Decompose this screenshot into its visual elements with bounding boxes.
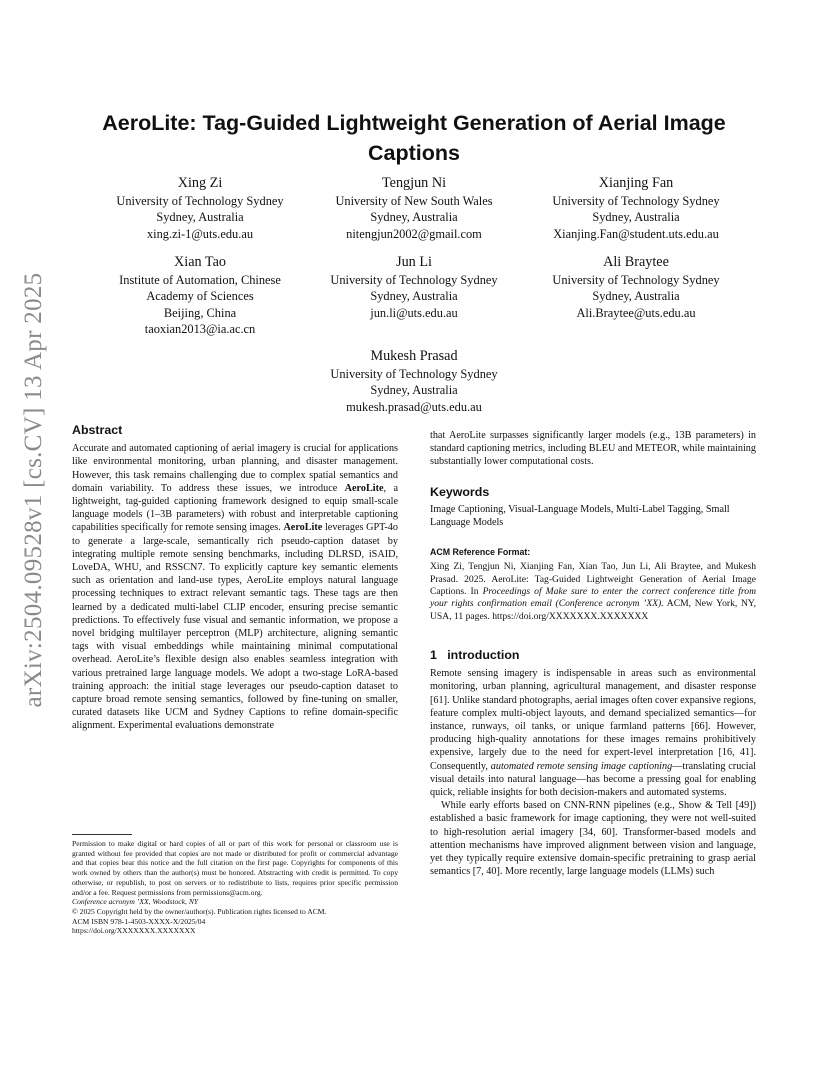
right-column	[430, 429, 756, 878]
author-block	[314, 174, 514, 242]
conference-line	[72, 897, 398, 907]
permission-text: Permission to make digital or hard copies of all or part of this work for personal or classroom use is granted without fee provided that copies are not made or distributed for profit or commercial advantage and that copies bear this notice and the full citation on the first page. Copyrights for components of this work owned by others than the author(s) must be honored. Abstracting with credit is permitted. To copy otherwise, or republish, to post on servers or to redistribute to lists, requires prior specific permission and/or a fee. Request permissions from permissions@acm.org.	[72, 839, 398, 897]
author-location: Sydney, Australia	[592, 289, 680, 304]
paper-title: AeroLite: Tag-Guided Lightweight Generation of Aerial Image Captions	[102, 111, 726, 165]
abstract-section	[72, 424, 398, 733]
author-email[interactable]: taoxian2013@ia.ac.cn	[144, 321, 256, 336]
copyright-line: © 2025 Copyright held by the owner/author(s). Publication rights licensed to ACM.	[72, 906, 327, 916]
author-affiliation: University of Technology Sydney	[552, 273, 720, 287]
acm-reference-part: Xing Zi, Tengjun Ni, Xianjing Fan, Xian Tao, Jun Li, Ali Braytee, and Mukesh Prasad. 2025. AeroLite: Tag-Guided Lightweight Generation of Aerial Image Captions. In	[430, 561, 756, 598]
author-affiliation: Academy of Sciences	[146, 289, 254, 304]
abstract-bold-term: AeroLite	[283, 522, 323, 534]
author-block	[314, 253, 514, 321]
author-location: Sydney, Australia	[370, 289, 458, 304]
author-affiliation: Institute of Automation, Chinese	[119, 273, 281, 287]
author-location: Sydney, Australia	[592, 210, 680, 225]
intro-paragraph-2: While early efforts based on CNN-RNN pipelines (e.g., Show & Tell [49]) established a basic framework for image captioning, they were not well-suited to high-resolution aerial imagery [34, 60]. Transformer-based models and attention mechanisms have improved alignment between vision and language, yet they typically require extensive domain-specific pretraining to grasp aerial semantics [7, 40]. More recently, large language models (LLMs) such	[430, 800, 756, 878]
author-email[interactable]: Xianjing.Fan@student.uts.edu.au	[553, 226, 719, 241]
author-email[interactable]: xing.zi-1@uts.edu.au	[146, 226, 254, 241]
doi-link[interactable]: https://doi.org/XXXXXXX.XXXXXXX	[72, 926, 196, 936]
conference-name: Conference acronym ’XX, Woodstock, NY	[72, 897, 199, 907]
keywords-heading: Keywords	[430, 484, 490, 499]
arxiv-stamp	[14, 272, 54, 708]
author-name: Mukesh Prasad	[370, 348, 458, 364]
acm-reference-part: ACM, New York, NY, USA, 11 pages. https://doi.org/XXXXXXX.XXXXXXX	[430, 598, 756, 622]
author-affiliation: University of Technology Sydney	[330, 367, 498, 381]
author-name: Ali Braytee	[603, 254, 669, 270]
author-affiliation: University of Technology Sydney	[552, 194, 720, 208]
author-block	[314, 347, 514, 415]
abstract-text	[72, 442, 398, 732]
author-location: Beijing, China	[163, 305, 237, 320]
author-block	[526, 253, 746, 321]
intro-paragraph-1	[430, 667, 756, 799]
abstract-text-part: Accurate and automated captioning of aerial imagery is crucial for applications like environmental monitoring, urban planning, and disaster management. However, this task remains challenging due to complex spatial semantics and domain variability. To address these issues, we introduce	[72, 443, 398, 494]
abstract-continued: that AeroLite surpasses significantly larger models (e.g., 13B parameters) in standard captioning metrics, including BLEU and METEOR, while maintaining substantially lower computational costs.	[430, 430, 756, 468]
arxiv-stamp-text: arXiv:2504.09528v1 [cs.CV] 13 Apr 2025	[20, 272, 47, 708]
author-block	[526, 174, 746, 242]
intro-emphasis: automated remote sensing image captioning	[490, 760, 673, 772]
author-name: Xing Zi	[177, 175, 223, 191]
author-email[interactable]: nitengjun2002@gmail.com	[346, 226, 482, 241]
author-name: Xianjing Fan	[598, 175, 674, 191]
footnote-rule	[72, 834, 132, 835]
author-name: Jun Li	[396, 254, 432, 270]
author-location: Sydney, Australia	[370, 210, 458, 225]
acm-reference-proceedings: Proceedings of Make sure to enter the correct conference title from your rights confirmation email (Conference acronym ’XX).	[430, 586, 756, 610]
author-email[interactable]: mukesh.prasad@uts.edu.au	[346, 399, 482, 414]
author-affiliation: University of New South Wales	[335, 194, 493, 208]
acm-reference-heading: ACM Reference Format:	[430, 547, 531, 558]
introduction-heading: 1 introduction	[430, 647, 520, 662]
author-affiliation: University of Technology Sydney	[116, 194, 284, 208]
author-email[interactable]: jun.li@uts.edu.au	[370, 305, 458, 320]
keywords-text: Image Captioning, Visual-Language Models, Multi-Label Tagging, Small Language Models	[430, 503, 730, 529]
author-location: Sydney, Australia	[370, 383, 458, 398]
abstract-text-part: , a lightweight, tag-guided captioning framework designed to equip small-scale language models (1–3B parameters) with robust and interpretable captioning capabilities specifically for remote sensing images.	[72, 482, 399, 534]
abstract-text-part: leverages GPT-4o to generate a large-scale, semantically rich pseudo-caption dataset by integrating multiple remote sensing benchmarks, including DLRSD, iSAID, LoveDA, WHU, and RSSCN7. To explicitly capture key semantic elements such as orientation and land-use types, AeroLite employs natural language processing techniques to extract relevant semantic tags. These tags are then learned by a dedicated multi-label CLIP encoder, ensuring precise semantic predictions. To effectively fuse visual and semantic information, we propose a novel bridging multilayer perceptron (MLP) architecture, aligning semantic tags with visual embeddings while maintaining minimal computational overhead. AeroLite’s flexible design also enables seamless integration with various pretrained large language models. We adopt a two-stage LoRA-based training approach: the initial stage leverages our pseudo-caption dataset to capture broad remote sensing semantics, followed by fine-tuning on smaller, curated datasets like UCM and Sydney Captions to refine domain-specific alignment. Experimental evaluations demonstrate	[72, 522, 398, 732]
author-location: Sydney, Australia	[156, 210, 244, 225]
isbn-line: ACM ISBN 978-1-4503-XXXX-X/2025/04	[72, 916, 206, 926]
acm-reference-text	[430, 561, 756, 622]
author-block	[100, 174, 300, 242]
abstract-bold-term: AeroLite	[344, 482, 384, 494]
intro-text-part: Remote sensing imagery is indispensable in areas such as environmental monitoring, urban planning, agricultural management, and disaster response [61]. Unlike standard photographs, aerial images often cover expansive regions, feature complex multi-object layouts, and demand specialized semantics—for instance, runways, oil tanks, or unique farmland patterns [66]. However, producing high-quality annotations for these images remains prohibitively expensive, largely due to the need for expert-level interpretation [16, 41]. Consequently,	[430, 668, 756, 772]
author-name: Tengjun Ni	[381, 175, 447, 191]
author-affiliation: University of Technology Sydney	[330, 273, 498, 287]
intro-text-part: —translating crucial visual details into natural language—has become a pressing goal for enabling quick, reliable insights for both decision-makers and automated systems.	[430, 760, 756, 798]
author-name: Xian Tao	[174, 254, 226, 270]
abstract-heading: Abstract	[72, 423, 123, 437]
permission-notice	[72, 839, 398, 936]
author-block	[90, 253, 310, 337]
author-email[interactable]: Ali.Braytee@uts.edu.au	[576, 305, 696, 320]
